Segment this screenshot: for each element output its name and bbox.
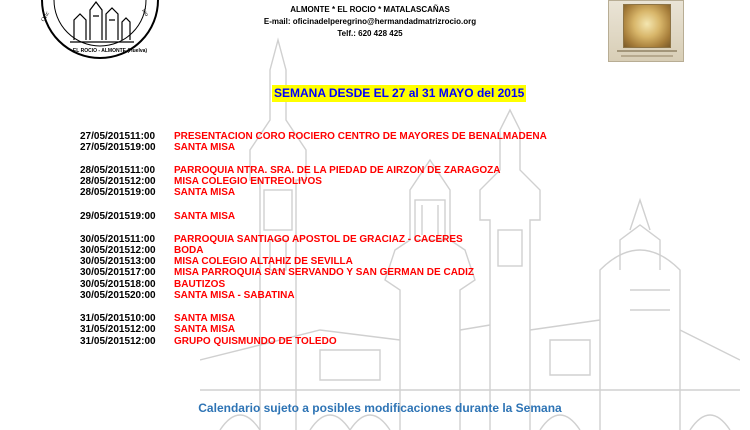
schedule-row xyxy=(0,256,750,267)
event-date: 29/05/2015 xyxy=(80,211,131,222)
week-title: SEMANA DESDE EL 27 al 31 MAYO del 2015 xyxy=(274,86,525,100)
event-date: 28/05/2015 xyxy=(80,187,131,198)
event-name: SANTA MISA xyxy=(174,211,236,222)
schedule-row xyxy=(0,313,750,324)
schedule-row xyxy=(0,324,750,335)
event-time: 19:00 xyxy=(130,211,156,222)
header-title: ALMONTE * EL ROCIO * MATALASCAÑAS xyxy=(290,5,450,14)
event-name: SANTA MISA xyxy=(174,187,236,198)
event-time: 18:00 xyxy=(130,279,156,290)
event-time: 12:00 xyxy=(130,176,156,187)
event-time: 19:00 xyxy=(130,142,156,153)
event-date: 31/05/2015 xyxy=(80,313,131,324)
event-time: 19:00 xyxy=(130,187,156,198)
schedule-row xyxy=(0,234,750,245)
event-time: 11:00 xyxy=(130,165,156,176)
schedule-row xyxy=(0,211,750,222)
event-time: 10:00 xyxy=(130,313,156,324)
event-name: GRUPO QUISMUNDO DE TOLEDO xyxy=(174,336,337,347)
event-name: SANTA MISA xyxy=(174,324,236,335)
event-date: 27/05/2015 xyxy=(80,131,131,142)
event-name: MISA COLEGIO ALTAHIZ DE SEVILLA xyxy=(174,256,353,267)
event-date: 28/05/2015 xyxy=(80,165,131,176)
event-date: 27/05/2015 xyxy=(80,142,131,153)
schedule-row xyxy=(0,131,750,142)
event-time: 12:00 xyxy=(130,324,156,335)
header-phone: Telf.: 620 428 425 xyxy=(337,29,403,38)
schedule-row xyxy=(0,279,750,290)
event-name: PARROQUIA SANTIAGO APOSTOL DE GRACIAZ - CACERES xyxy=(174,234,463,245)
event-time: 20:00 xyxy=(130,290,156,301)
schedule-row xyxy=(0,267,750,278)
event-time: 11:00 xyxy=(130,131,156,142)
schedule-row xyxy=(0,165,750,176)
event-name: MISA COLEGIO ENTREOLIVOS xyxy=(174,176,322,187)
schedule-row xyxy=(0,245,750,256)
schedule-row xyxy=(0,187,750,198)
event-date: 30/05/2015 xyxy=(80,256,131,267)
logo-caption: EL ROCIO - ALMONTE (Huelva) xyxy=(72,48,148,54)
event-date: 30/05/2015 xyxy=(80,290,131,301)
event-date: 30/05/2015 xyxy=(80,267,131,278)
event-name: MISA PARROQUIA SAN SERVANDO Y SAN GERMAN DE CADIZ xyxy=(174,267,475,278)
event-name: PARROQUIA NTRA. SRA. DE LA PIEDAD DE AIRZON DE ZARAGOZA xyxy=(174,165,501,176)
event-date: 28/05/2015 xyxy=(80,176,131,187)
event-name: SANTA MISA - SABATINA xyxy=(174,290,295,301)
event-date: 31/05/2015 xyxy=(80,336,131,347)
schedule-row xyxy=(0,176,750,187)
event-name: BAUTIZOS xyxy=(174,279,226,290)
event-time: 17:00 xyxy=(130,267,156,278)
schedule-row xyxy=(0,142,750,153)
schedule-row xyxy=(0,336,750,347)
event-time: 13:00 xyxy=(130,256,156,267)
event-name: SANTA MISA xyxy=(174,313,236,324)
event-time: 11:00 xyxy=(130,234,156,245)
svg-text:Ofic: Ofic xyxy=(40,10,52,23)
event-name: PRESENTACION CORO ROCIERO CENTRO DE MAYORES DE BENALMADENA xyxy=(174,131,547,142)
event-date: 30/05/2015 xyxy=(80,245,131,256)
event-date: 31/05/2015 xyxy=(80,324,131,335)
svg-text:ino: ino xyxy=(140,8,150,18)
schedule-row xyxy=(0,290,750,301)
event-date: 30/05/2015 xyxy=(80,234,131,245)
event-time: 12:00 xyxy=(130,245,156,256)
event-time: 12:00 xyxy=(130,336,156,347)
event-name: BODA xyxy=(174,245,204,256)
event-date: 30/05/2015 xyxy=(80,279,131,290)
event-name: SANTA MISA xyxy=(174,142,236,153)
schedule-disclaimer: Calendario sujeto a posibles modificaciones durante la Semana xyxy=(198,401,562,415)
header-email[interactable]: E-mail: oficinadelperegrino@hermandadmatrizrocio.org xyxy=(263,17,477,26)
